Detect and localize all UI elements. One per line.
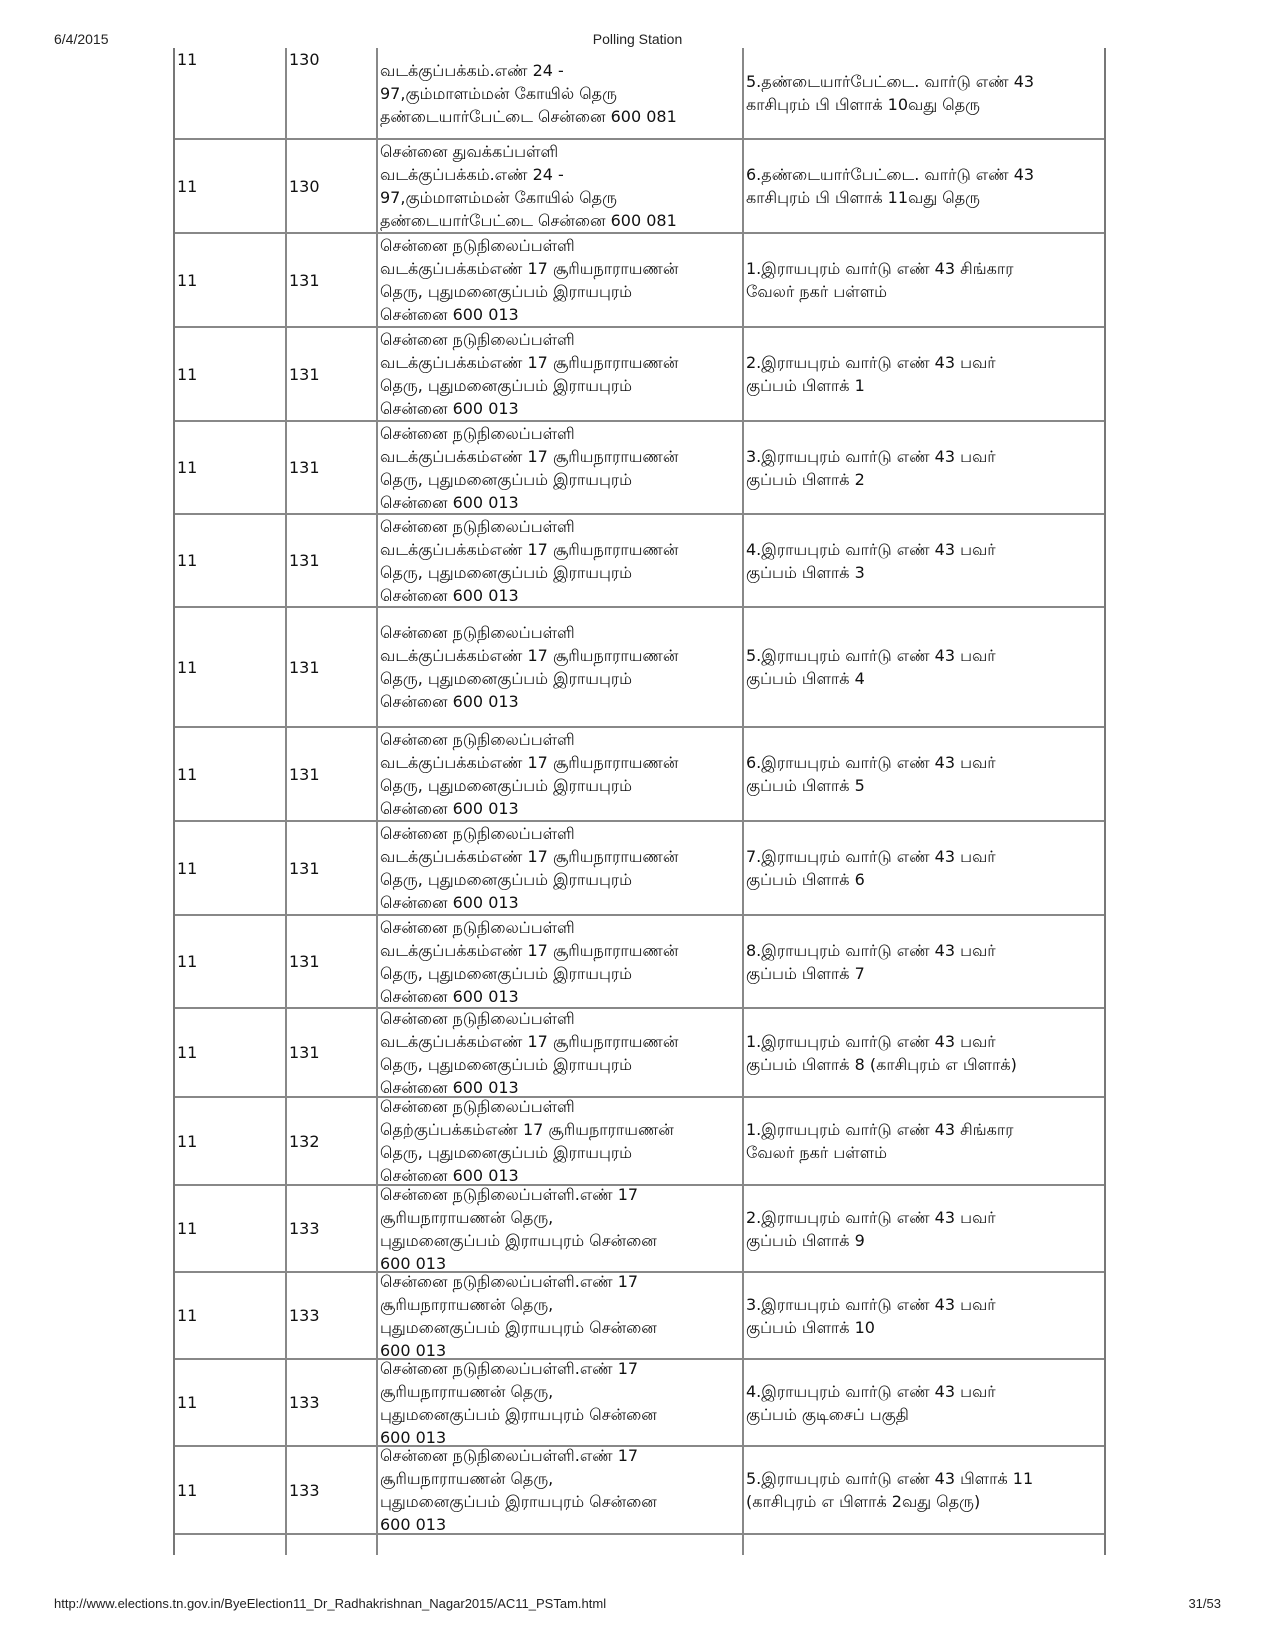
polling-station-address-cell	[378, 1186, 744, 1271]
polling-station-address-cell-text: சென்னை நடுநிலைப்பள்ளி வடக்குப்பக்கம்எண் 17 சூரியநாராயணன் தெரு, புதுமனைகுப்பம் இராயபுரம் சென்னை 600 013	[380, 516, 679, 605]
polling-station-address-cell-text: சென்னை நடுநிலைப்பள்ளி.எண் 17 சூரியநாராயணன் தெரு, புதுமனைகுப்பம் இராயபுரம் சென்னை 600 013	[380, 1446, 657, 1534]
polling-station-number-cell-text: 131	[289, 364, 320, 384]
assembly-constituency-cell-text: 11	[177, 176, 198, 196]
polling-station-address-cell-text: சென்னை நடுநிலைப்பள்ளி வடக்குப்பக்கம்எண் 17 சூரியநாராயணன் தெரு, புதுமனைகுப்பம் இராயபுரம் சென்னை 600 013	[380, 423, 679, 512]
polling-station-number-cell-text: 132	[289, 1131, 320, 1151]
assembly-constituency-cell	[175, 1273, 287, 1358]
polling-station-number-cell-text: 131	[289, 858, 320, 878]
polling-area-cell	[744, 234, 1104, 326]
polling-station-address-cell-text: சென்னை நடுநிலைப்பள்ளி வடக்குப்பக்கம்எண் 17 சூரியநாராயணன் தெரு, புதுமனைகுப்பம் இராயபுரம் சென்னை 600 013	[380, 330, 679, 418]
polling-station-address-cell	[378, 140, 744, 232]
assembly-constituency-cell	[175, 140, 287, 232]
polling-area-cell-text: 6.இராயபுரம் வார்டு எண் 43 பவர் குப்பம் பிளாக் 5	[746, 753, 996, 795]
polling-station-number-cell	[287, 916, 378, 1007]
page-title: Polling Station	[592, 31, 683, 47]
table-row	[175, 515, 1104, 608]
polling-station-address-cell	[378, 234, 744, 326]
polling-area-cell	[744, 822, 1104, 914]
polling-station-table	[173, 48, 1106, 1555]
assembly-constituency-cell-text: 11	[177, 1043, 198, 1062]
polling-station-address-cell	[378, 916, 744, 1007]
polling-station-number-cell	[287, 1186, 378, 1271]
table-row-partial	[175, 1535, 1104, 1555]
polling-area-cell-text: 4.இராயபுரம் வார்டு எண் 43 பவர் குப்பம் பிளாக் 3	[746, 539, 996, 582]
table-row	[175, 1360, 1104, 1447]
table-row	[175, 1098, 1104, 1186]
polling-station-address-cell	[378, 1273, 744, 1358]
polling-station-address-cell	[378, 822, 744, 914]
polling-area-cell	[744, 328, 1104, 420]
polling-area-cell-text: 2.இராயபுரம் வார்டு எண் 43 பவர் குப்பம் பிளாக் 1	[746, 353, 996, 395]
polling-station-address-cell-text: சென்னை நடுநிலைப்பள்ளி.எண் 17 சூரியநாராயணன் தெரு, புதுமனைகுப்பம் இராயபுரம் சென்னை 600 013	[380, 1184, 657, 1273]
polling-station-number-cell	[287, 1447, 378, 1533]
polling-area-cell-text: 1.இராயபுரம் வார்டு எண் 43 சிங்கார வேலர் நகர் பள்ளம்	[746, 259, 1014, 301]
assembly-constituency-cell-text: 11	[177, 364, 198, 384]
polling-station-number-cell-text: 133	[289, 1393, 320, 1412]
polling-station-address-cell-text: சென்னை நடுநிலைப்பள்ளி வடக்குப்பக்கம்எண் 17 சூரியநாராயணன் தெரு, புதுமனைகுப்பம் இராயபுரம் சென்னை 600 013	[380, 236, 679, 324]
polling-station-number-cell-text: 130	[289, 50, 320, 69]
polling-area-cell	[744, 608, 1104, 726]
polling-station-number-cell-text: 133	[289, 1480, 320, 1500]
polling-station-address-cell-text: சென்னை நடுநிலைப்பள்ளி வடக்குப்பக்கம்எண் 17 சூரியநாராயணன் தெரு, புதுமனைகுப்பம் இராயபுரம் சென்னை 600 013	[380, 1008, 679, 1097]
assembly-constituency-cell	[175, 1098, 287, 1184]
table-row	[175, 1273, 1104, 1360]
polling-station-address-cell	[378, 1098, 744, 1184]
assembly-constituency-cell-text: 11	[177, 50, 198, 69]
polling-area-cell-text: 5.தண்டையார்பேட்டை. வார்டு எண் 43 காசிபுரம் பி பிளாக் 10வது தெரு	[746, 72, 1035, 114]
polling-area-cell-text: 4.இராயபுரம் வார்டு எண் 43 பவர் குப்பம் குடிசைப் பகுதி	[746, 1381, 996, 1424]
polling-station-number-cell-text: 130	[289, 176, 320, 196]
polling-station-number-cell-text: 131	[289, 764, 320, 784]
polling-area-cell-text: 7.இராயபுரம் வார்டு எண் 43 பவர் குப்பம் பிளாக் 6	[746, 847, 996, 889]
polling-area-cell-text: 3.இராயபுரம் வார்டு எண் 43 பவர் குப்பம் பிளாக் 10	[746, 1294, 996, 1337]
assembly-constituency-cell-text: 11	[177, 858, 198, 878]
table-row	[175, 916, 1104, 1009]
empty-cell	[378, 1535, 744, 1555]
polling-station-number-cell	[287, 1273, 378, 1358]
polling-station-number-cell	[287, 1360, 378, 1445]
polling-station-address-cell-text: சென்னை நடுநிலைப்பள்ளி.எண் 17 சூரியநாராயணன் தெரு, புதுமனைகுப்பம் இராயபுரம் சென்னை 600 013	[380, 1358, 657, 1447]
polling-station-address-cell	[378, 608, 744, 726]
polling-area-cell	[744, 1186, 1104, 1271]
table-row	[175, 1447, 1104, 1535]
polling-area-cell	[744, 515, 1104, 606]
table-row	[175, 48, 1104, 140]
polling-station-address-cell	[378, 515, 744, 606]
polling-station-number-cell	[287, 1098, 378, 1184]
table-row	[175, 608, 1104, 728]
page-number: 31/53	[1188, 1596, 1221, 1611]
assembly-constituency-cell	[175, 822, 287, 914]
print-date: 6/4/2015	[54, 31, 109, 47]
polling-station-number-cell	[287, 140, 378, 232]
polling-station-address-cell-text: சென்னை நடுநிலைப்பள்ளி.எண் 17 சூரியநாராயணன் தெரு, புதுமனைகுப்பம் இராயபுரம் சென்னை 600 013	[380, 1271, 657, 1360]
polling-station-number-cell	[287, 822, 378, 914]
assembly-constituency-cell-text: 11	[177, 1480, 198, 1500]
polling-station-number-cell	[287, 1009, 378, 1096]
assembly-constituency-cell	[175, 48, 287, 138]
polling-area-cell	[744, 140, 1104, 232]
polling-area-cell	[744, 1360, 1104, 1445]
table-row	[175, 328, 1104, 422]
assembly-constituency-cell	[175, 728, 287, 820]
assembly-constituency-cell-text: 11	[177, 1393, 198, 1412]
assembly-constituency-cell-text: 11	[177, 1219, 198, 1238]
polling-area-cell-text: 6.தண்டையார்பேட்டை. வார்டு எண் 43 காசிபுரம் பி பிளாக் 11வது தெரு	[746, 165, 1035, 207]
assembly-constituency-cell-text: 11	[177, 270, 198, 290]
polling-area-cell	[744, 728, 1104, 820]
assembly-constituency-cell	[175, 1447, 287, 1533]
polling-station-address-cell	[378, 48, 744, 138]
polling-area-cell	[744, 1273, 1104, 1358]
polling-station-address-cell	[378, 328, 744, 420]
polling-station-number-cell-text: 133	[289, 1219, 320, 1238]
polling-station-number-cell	[287, 234, 378, 326]
source-url: http://www.elections.tn.gov.in/ByeElection11_Dr_Radhakrishnan_Nagar2015/AC11_PSTam.html	[54, 1596, 607, 1611]
polling-station-number-cell	[287, 515, 378, 606]
polling-area-cell-text: 1.இராயபுரம் வார்டு எண் 43 சிங்கார வேலர் நகர் பள்ளம்	[746, 1120, 1014, 1162]
polling-station-number-cell-text: 131	[289, 657, 320, 677]
table-row	[175, 234, 1104, 328]
assembly-constituency-cell	[175, 1186, 287, 1271]
polling-area-cell-text: 2.இராயபுரம் வார்டு எண் 43 பவர் குப்பம் பிளாக் 9	[746, 1207, 996, 1250]
polling-station-address-cell-text: சென்னை துவக்கப்பள்ளி வடக்குப்பக்கம்.எண் 24 - 97,கும்மாளம்மன் கோயில் தெரு தண்டையார்பேட்டை சென்னை 600 081	[380, 142, 677, 230]
table-row	[175, 422, 1104, 515]
polling-station-address-cell-text: சென்னை நடுநிலைப்பள்ளி வடக்குப்பக்கம்எண் 17 சூரியநாராயணன் தெரு, புதுமனைகுப்பம் இராயபுரம் சென்னை 600 013	[380, 623, 679, 711]
polling-station-address-cell-text: சென்னை நடுநிலைப்பள்ளி வடக்குப்பக்கம்எண் 17 சூரியநாராயணன் தெரு, புதுமனைகுப்பம் இராயபுரம் சென்னை 600 013	[380, 730, 679, 818]
polling-area-cell-text: 5.இராயபுரம் வார்டு எண் 43 பிளாக் 11 (காசிபுரம் எ பிளாக் 2வது தெரு)	[746, 1469, 1034, 1511]
polling-station-number-cell-text: 131	[289, 458, 320, 477]
table-row	[175, 1186, 1104, 1273]
polling-area-cell	[744, 916, 1104, 1007]
assembly-constituency-cell-text: 11	[177, 1131, 198, 1151]
polling-station-number-cell	[287, 422, 378, 513]
polling-station-address-cell	[378, 728, 744, 820]
polling-station-address-cell-text: சென்னை நடுநிலைப்பள்ளி வடக்குப்பக்கம்எண் 17 சூரியநாராயணன் தெரு, புதுமனைகுப்பம் இராயபுரம் சென்னை 600 013	[380, 917, 679, 1006]
polling-area-cell	[744, 1009, 1104, 1096]
polling-station-number-cell-text: 131	[289, 270, 320, 290]
assembly-constituency-cell-text: 11	[177, 1306, 198, 1325]
assembly-constituency-cell	[175, 328, 287, 420]
polling-area-cell-text: 1.இராயபுரம் வார்டு எண் 43 பவர் குப்பம் பிளாக் 8 (காசிபுரம் எ பிளாக்)	[746, 1031, 1017, 1074]
assembly-constituency-cell-text: 11	[177, 952, 198, 971]
empty-cell	[175, 1535, 287, 1555]
assembly-constituency-cell-text: 11	[177, 551, 198, 570]
assembly-constituency-cell	[175, 1360, 287, 1445]
polling-area-cell	[744, 1447, 1104, 1533]
assembly-constituency-cell	[175, 916, 287, 1007]
assembly-constituency-cell	[175, 234, 287, 326]
polling-station-number-cell	[287, 608, 378, 726]
polling-area-cell-text: 3.இராயபுரம் வார்டு எண் 43 பவர் குப்பம் பிளாக் 2	[746, 446, 996, 489]
assembly-constituency-cell	[175, 608, 287, 726]
table-row	[175, 728, 1104, 822]
polling-area-cell	[744, 422, 1104, 513]
assembly-constituency-cell	[175, 1009, 287, 1096]
polling-station-number-cell	[287, 328, 378, 420]
assembly-constituency-cell-text: 11	[177, 657, 198, 677]
assembly-constituency-cell	[175, 515, 287, 606]
table-row	[175, 822, 1104, 916]
polling-station-number-cell-text: 133	[289, 1306, 320, 1325]
polling-station-address-cell	[378, 1009, 744, 1096]
assembly-constituency-cell-text: 11	[177, 458, 198, 477]
polling-station-address-cell-text: சென்னை நடுநிலைப்பள்ளி வடக்குப்பக்கம்எண் 17 சூரியநாராயணன் தெரு, புதுமனைகுப்பம் இராயபுரம் சென்னை 600 013	[380, 824, 679, 912]
polling-station-address-cell-text: சென்னை நடுநிலைப்பள்ளி தெற்குப்பக்கம்எண் 17 சூரியநாராயணன் தெரு, புதுமனைகுப்பம் இராயபுரம் சென்னை 600 013	[380, 1097, 674, 1185]
table-row	[175, 1009, 1104, 1098]
assembly-constituency-cell-text: 11	[177, 764, 198, 784]
polling-area-cell-text: 5.இராயபுரம் வார்டு எண் 43 பவர் குப்பம் பிளாக் 4	[746, 646, 996, 688]
polling-area-cell	[744, 1098, 1104, 1184]
empty-cell	[744, 1535, 1104, 1555]
polling-area-cell-text: 8.இராயபுரம் வார்டு எண் 43 பவர் குப்பம் பிளாக் 7	[746, 940, 996, 983]
empty-cell	[287, 1535, 378, 1555]
polling-station-number-cell-text: 131	[289, 1043, 320, 1062]
table-row	[175, 140, 1104, 234]
polling-station-address-cell	[378, 422, 744, 513]
polling-station-number-cell	[287, 48, 378, 138]
polling-area-cell	[744, 48, 1104, 138]
polling-station-number-cell	[287, 728, 378, 820]
polling-station-address-cell-text: வடக்குப்பக்கம்.எண் 24 - 97,கும்மாளம்மன் கோயில் தெரு தண்டையார்பேட்டை சென்னை 600 081	[380, 60, 677, 126]
polling-station-number-cell-text: 131	[289, 952, 320, 971]
assembly-constituency-cell	[175, 422, 287, 513]
polling-station-address-cell	[378, 1447, 744, 1533]
polling-station-number-cell-text: 131	[289, 551, 320, 570]
polling-station-address-cell	[378, 1360, 744, 1445]
